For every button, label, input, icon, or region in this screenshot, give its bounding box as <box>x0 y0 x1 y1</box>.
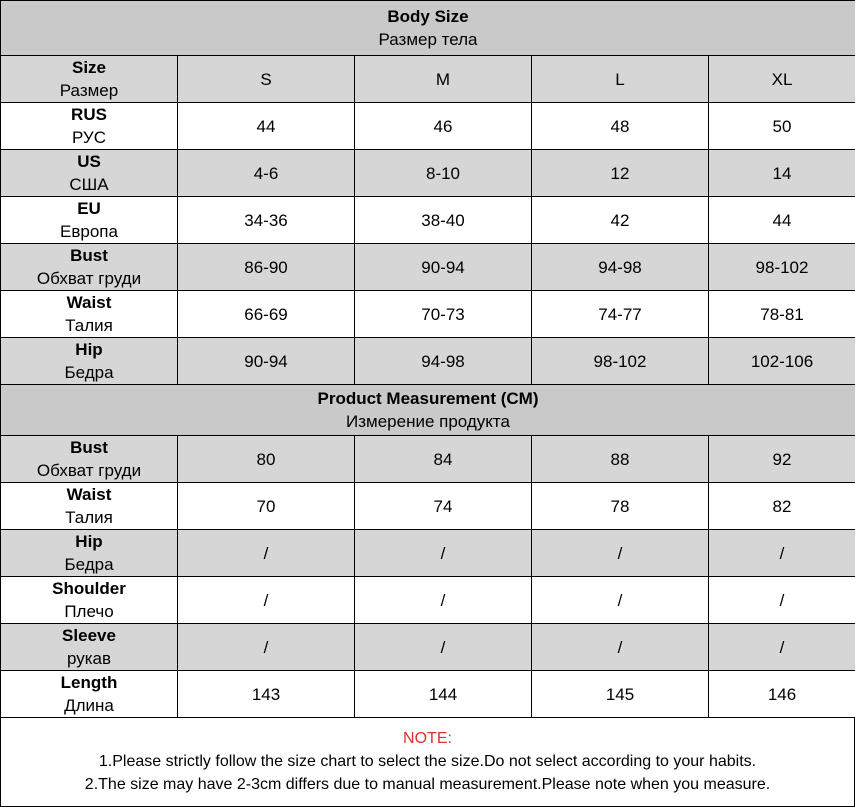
row-label: Length <box>1 671 177 694</box>
row-label-cell <box>1 436 178 483</box>
row-label-cell <box>1 577 178 624</box>
size-label-ru: Размер <box>1 79 177 102</box>
value-cell: 144 <box>355 671 532 718</box>
row-label-ru: рукав <box>1 647 177 670</box>
value-cell: 44 <box>709 197 855 244</box>
product-title-cell <box>1 385 855 436</box>
row-label: Waist <box>1 291 177 314</box>
value-cell: / <box>178 530 355 577</box>
row-label: Bust <box>1 244 177 267</box>
row-label-ru: США <box>1 173 177 196</box>
value-cell: / <box>709 624 855 671</box>
table-row <box>1 436 855 483</box>
row-label-ru: Бедра <box>1 361 177 384</box>
value-cell: 98-102 <box>709 244 855 291</box>
row-label-cell <box>1 197 178 244</box>
table-row <box>1 530 855 577</box>
value-cell: 94-98 <box>532 244 709 291</box>
body-size-section-header <box>1 1 855 56</box>
body-size-title-ru: Размер тела <box>1 28 855 51</box>
value-cell: 94-98 <box>355 338 532 385</box>
value-cell: 44 <box>178 103 355 150</box>
note-box <box>0 718 855 807</box>
value-cell: 90-94 <box>178 338 355 385</box>
value-cell: / <box>532 577 709 624</box>
value-cell: 70-73 <box>355 291 532 338</box>
table-row <box>1 577 855 624</box>
value-cell: / <box>709 530 855 577</box>
row-label: Shoulder <box>1 577 177 600</box>
row-label-ru: Бедра <box>1 553 177 576</box>
value-cell: 143 <box>178 671 355 718</box>
size-cell: S <box>178 56 355 103</box>
value-cell: 98-102 <box>532 338 709 385</box>
size-label: Size <box>1 56 177 79</box>
row-label-ru: Длина <box>1 694 177 717</box>
value-cell: / <box>178 577 355 624</box>
note-title: NOTE: <box>1 727 854 750</box>
row-label-cell <box>1 291 178 338</box>
value-cell: 82 <box>709 483 855 530</box>
value-cell: 34-36 <box>178 197 355 244</box>
note-line-1: 1.Please strictly follow the size chart to select the size.Do not select according to your habits. <box>1 750 854 773</box>
row-label-cell <box>1 671 178 718</box>
product-title: Product Measurement (CM) <box>1 387 855 410</box>
value-cell: 80 <box>178 436 355 483</box>
row-label: Hip <box>1 338 177 361</box>
value-cell: 4-6 <box>178 150 355 197</box>
value-cell: 48 <box>532 103 709 150</box>
row-label-ru: Плечо <box>1 600 177 623</box>
table-row <box>1 103 855 150</box>
value-cell: 88 <box>532 436 709 483</box>
value-cell: 78 <box>532 483 709 530</box>
row-label: RUS <box>1 103 177 126</box>
value-cell: / <box>355 577 532 624</box>
value-cell: 46 <box>355 103 532 150</box>
value-cell: 14 <box>709 150 855 197</box>
row-label-cell <box>1 150 178 197</box>
table-row <box>1 671 855 718</box>
table-row <box>1 244 855 291</box>
size-cell: L <box>532 56 709 103</box>
row-label-cell <box>1 244 178 291</box>
value-cell: / <box>709 577 855 624</box>
row-label-ru: Обхват груди <box>1 267 177 290</box>
row-label-ru: Талия <box>1 506 177 529</box>
row-label-cell <box>1 530 178 577</box>
product-section-header <box>1 385 855 436</box>
row-label-ru: Обхват груди <box>1 459 177 482</box>
value-cell: 70 <box>178 483 355 530</box>
value-cell: 38-40 <box>355 197 532 244</box>
value-cell: 66-69 <box>178 291 355 338</box>
value-cell: 102-106 <box>709 338 855 385</box>
row-label: EU <box>1 197 177 220</box>
row-label-ru: РУС <box>1 126 177 149</box>
table-row <box>1 338 855 385</box>
body-size-title-cell <box>1 1 855 56</box>
table-row <box>1 197 855 244</box>
row-label-cell <box>1 338 178 385</box>
size-header-row <box>1 56 855 103</box>
size-label-cell <box>1 56 178 103</box>
value-cell: 84 <box>355 436 532 483</box>
row-label-cell <box>1 103 178 150</box>
row-label: Waist <box>1 483 177 506</box>
value-cell: 8-10 <box>355 150 532 197</box>
value-cell: / <box>355 624 532 671</box>
row-label-ru: Талия <box>1 314 177 337</box>
value-cell: 90-94 <box>355 244 532 291</box>
product-title-ru: Измерение продукта <box>1 410 855 433</box>
value-cell: 145 <box>532 671 709 718</box>
note-line-2: 2.The size may have 2-3cm differs due to manual measurement.Please note when you measure. <box>1 773 854 796</box>
row-label-cell <box>1 624 178 671</box>
body-size-title: Body Size <box>1 5 855 28</box>
row-label: Sleeve <box>1 624 177 647</box>
value-cell: / <box>532 624 709 671</box>
row-label-cell <box>1 483 178 530</box>
table-row <box>1 291 855 338</box>
value-cell: 74 <box>355 483 532 530</box>
value-cell: 74-77 <box>532 291 709 338</box>
table-row <box>1 624 855 671</box>
table-row <box>1 150 855 197</box>
row-label: Bust <box>1 436 177 459</box>
row-label-ru: Европа <box>1 220 177 243</box>
row-label: US <box>1 150 177 173</box>
value-cell: 146 <box>709 671 855 718</box>
table-row <box>1 483 855 530</box>
value-cell: 50 <box>709 103 855 150</box>
value-cell: 12 <box>532 150 709 197</box>
value-cell: 78-81 <box>709 291 855 338</box>
size-cell: M <box>355 56 532 103</box>
row-label: Hip <box>1 530 177 553</box>
value-cell: / <box>532 530 709 577</box>
value-cell: / <box>355 530 532 577</box>
value-cell: 86-90 <box>178 244 355 291</box>
value-cell: 92 <box>709 436 855 483</box>
value-cell: 42 <box>532 197 709 244</box>
value-cell: / <box>178 624 355 671</box>
size-cell: XL <box>709 56 855 103</box>
